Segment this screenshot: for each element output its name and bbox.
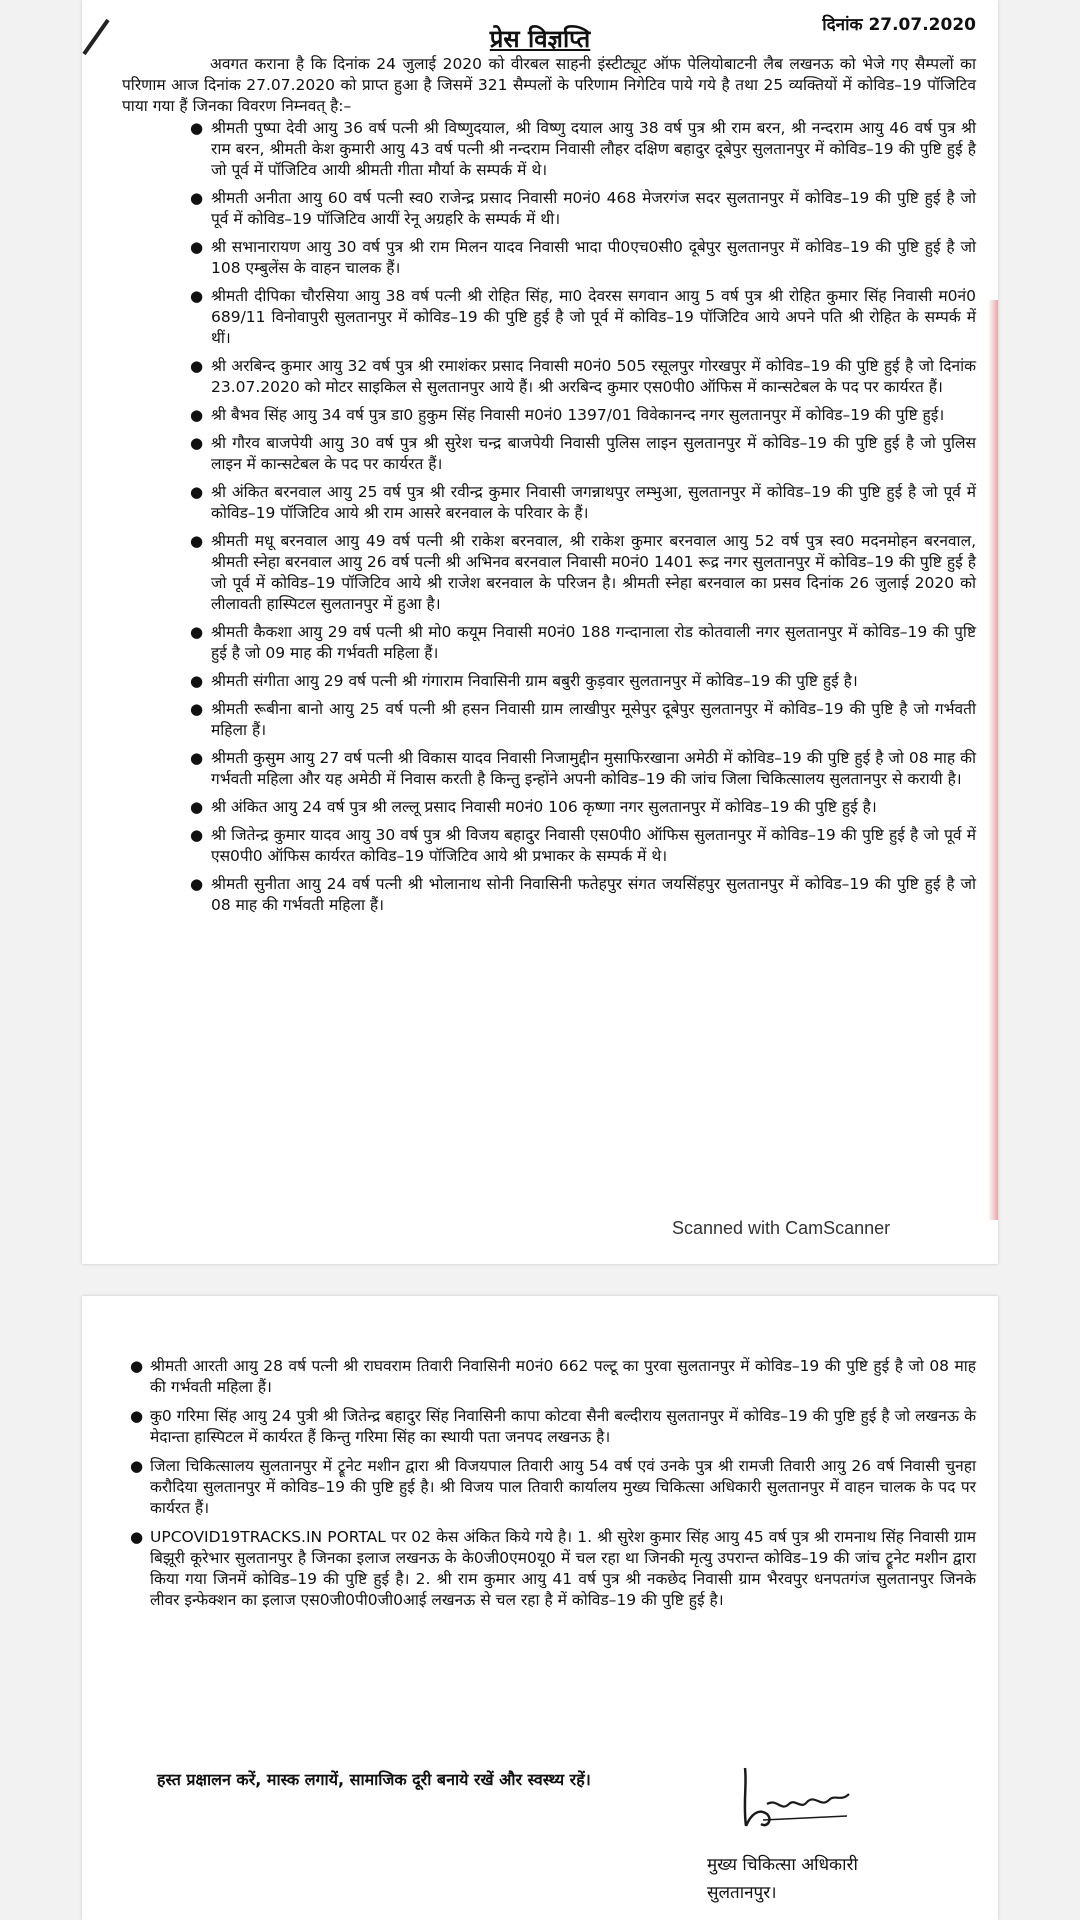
list-item: ● श्री अंकित आयु 24 वर्ष पुत्र श्री लल्लू प्रसाद निवासी म0नं0 106 कृष्णा नगर सुलतानपुर में कोविड–19 की पुष्टि हुई है।: [190, 798, 877, 816]
bullet-icon: ●: [130, 1528, 144, 1546]
list-item: ● श्रीमती सुनीता आयु 24 वर्ष पत्नी श्री भोलानाथ सोनी निवासिनी फतेहपुर संगत जयसिंहपुर सुलतानपुर में कोविड–19 की पुष्टि हुई है जो 08 माह की गर्भवती महिला हैं।: [190, 875, 976, 914]
bullet-icon: ●: [190, 406, 204, 424]
handwritten-signature: [737, 1764, 857, 1844]
list-item: ● श्री अंकित बरनवाल आयु 25 वर्ष पुत्र श्री रवीन्द्र कुमार निवासी जगन्नाथपुर लम्भुआ, सुलतानपुर में कोविड–19 की पुष्टि हुई है जो पूर्व में कोविड–19 पॉजिटिव आये श्री राम आसरे बरनवाल के परिवार के हैं।: [190, 483, 976, 522]
list-item: ● श्रीमती कैकशा आयु 29 वर्ष पत्नी श्री मो0 कयूम निवासी म0नं0 188 गन्दानाला रोड कोतवाली नगर सुलतानपुर में कोविड–19 की पुष्टि हुई है जो 09 माह की गर्भवती महिला हैं।: [190, 623, 976, 662]
bullet-icon: ●: [190, 189, 204, 207]
bullet-icon: ●: [190, 483, 204, 501]
bullet-icon: ●: [190, 623, 204, 641]
bullet-icon: ●: [190, 119, 204, 137]
list-item: ● श्रीमती आरती आयु 28 वर्ष पत्नी श्री राघवराम तिवारी निवासिनी म0नं0 662 पल्टू का पुरवा सुलतानपुर में कोविड–19 की पुष्टि हुई है जो 08 माह की गर्भवती महिला हैं।: [130, 1357, 976, 1396]
list-item: ● कु0 गरिमा सिंह आयु 24 पुत्री श्री जितेन्द्र बहादुर सिंह निवासिनी कापा कोटवा सैनी बल्दीराय सुलतानपुर में कोविड–19 की पुष्टि हुई है जो लखनऊ के मेदान्ता हास्पिटल में कार्यरत हैं किन्तु गरिमा सिंह का स्थायी पता जनपद लखनऊ है।: [130, 1407, 976, 1446]
list-item: ● श्रीमती अनीता आयु 60 वर्ष पत्नी स्व0 राजेन्द्र प्रसाद निवासी म0नं0 468 मेजरगंज सदर सुलतानपुर में कोविड–19 की पुष्टि हुई है जो पूर्व में कोविड–19 पॉजिटिव आयीं रेनू अग्रहरि के सम्पर्क में थी।: [190, 189, 976, 228]
bullet-icon: ●: [190, 672, 204, 690]
scan-page-1: [82, 0, 998, 1264]
bullet-icon: ●: [130, 1457, 144, 1475]
list-item: ● श्रीमती कुसुम आयु 27 वर्ष पत्नी श्री विकास यादव निवासी निजामुद्दीन मुसाफिरखाना अमेठी में कोविड–19 की पुष्टि हुई है जो 08 माह की गर्भवती महिला और यह अमेठी में निवास करती है किन्तु इन्होंने अपनी कोविड–19 की जांच जिला चिकित्सालय सुलतानपुर से करायी है।: [190, 749, 976, 788]
signatory-title: मुख्य चिकित्सा अधिकारी: [707, 1855, 858, 1875]
bullet-icon: ●: [190, 287, 204, 305]
bullet-icon: ●: [190, 700, 204, 718]
bullet-icon: ●: [130, 1407, 144, 1425]
case-list: [122, 118, 976, 923]
scanner-watermark: Scanned with CamScanner: [672, 1218, 891, 1238]
page-title: प्रेस विज्ञप्ति: [489, 25, 591, 53]
bullet-icon: ●: [190, 875, 204, 893]
bullet-icon: ●: [190, 826, 204, 844]
list-item: ● श्रीमती संगीता आयु 29 वर्ष पत्नी श्री गंगाराम निवासिनी ग्राम बबुरी कुड़वार सुलतानपुर में कोविड–19 की पुष्टि हुई है।: [190, 672, 858, 690]
list-item: ● श्री सभानारायण आयु 30 वर्ष पुत्र श्री राम मिलन यादव निवासी भादा पी0एच0सी0 दूबेपुर सुलतानपुर में कोविड–19 की पुष्टि हुई है जो 108 एम्बुलेंस के वाहन चालक हैं।: [190, 238, 976, 277]
signatory-place: सुलतानपुर।: [707, 1883, 777, 1903]
list-item: ● UPCOVID19TRACKS.IN PORTAL पर 02 केस अंकित किये गये है। 1. श्री सुरेश कुमार सिंह आयु 45 वर्ष पुत्र श्री रामनाथ सिंह निवासी ग्राम बिझूरी कूरेभार सुलतानपुर है जिनका इलाज लखनऊ के के0जी0एम0यू0 में चल रहा था जिनकी मृत्यु उपरान्त कोविड–19 की जांच ट्रूनेट मशीन द्वारा किया गया जिनमें कोविड–19 की पुष्टि हुई है। 2. श्री राम कुमार आयु 41 वर्ष पुत्र श्री नकछेद निवासी ग्राम भैरवपुर धनपतगंज सुलतानपुर जिनके लीवर इन्फेक्शन का इलाज एस0जी0पी0जी0आई लखनऊ से चल रहा है में कोविड–19 की पुष्टि हुई है।: [130, 1528, 976, 1609]
list-item: ● श्री जितेन्द्र कुमार यादव आयु 30 वर्ष पुत्र श्री विजय बहादुर निवासी एस0पी0 ऑफिस सुलतानपुर में कोविड–19 की पुष्टि हुई है जो पूर्व में एस0पी0 ऑफिस कार्यरत कोविड–19 पॉजिटिव आये श्री प्रभाकर के सम्पर्क में थे।: [190, 826, 976, 865]
scan-edge-shadow: [988, 300, 998, 1220]
bullet-icon: ●: [190, 434, 204, 452]
list-item: ● श्रीमती मधू बरनवाल आयु 49 वर्ष पत्नी श्री राकेश बरनवाल, श्री राकेश कुमार बरनवाल आयु 52 वर्ष पुत्र स्व0 मदनमोहन बरनवाल, श्रीमती स्नेहा बरनवाल आयु 26 वर्ष पत्नी श्री अभिनव बरनवाल निवासी म0नं0 1401 रूद्र नगर सुलतानपुर में कोविड–19 की पुष्टि हुई है जो पूर्व में कोविड–19 पॉजिटिव आये श्री राजेश बरनवाल के परिजन है। श्रीमती स्नेहा बरनवाल का प्रसव दिनांक 26 जुलाई 2020 को लीलावती हास्पिटल सुलतानपुर में हुआ है।: [190, 532, 976, 613]
list-item: ● श्रीमती रूबीना बानो आयु 25 वर्ष पत्नी श्री हसन निवासी ग्राम लाखीपुर मूसेपुर दूबेपुर सुलतानपुर में कोविड–19 की पुष्टि है जो गर्भवती महिला हैं।: [190, 700, 976, 739]
bullet-icon: ●: [190, 238, 204, 256]
list-item: ● श्रीमती दीपिका चौरसिया आयु 38 वर्ष पत्नी श्री रोहित सिंह, मा0 देवरस सगवान आयु 5 वर्ष पुत्र श्री रोहित कुमार सिंह निवासी म0नं0 689/11 विनोवापुरी सुलतानपुर में कोविड–19 की पुष्टि हुई है जो पूर्व में कोविड–19 पॉजिटिव आये अपने पति श्री रोहित के सम्पर्क में थीं।: [190, 287, 976, 347]
list-item: ● श्री गौरव बाजपेयी आयु 30 वर्ष पुत्र श्री सुरेश चन्द्र बाजपेयी निवासी पुलिस लाइन सुलतानपुर में कोविड–19 की पुष्टि हुई है जो पुलिस लाइन में कान्सटेबल के पद पर कार्यरत हैं।: [190, 434, 976, 473]
list-item: ● जिला चिकित्सालय सुलतानपुर में ट्रूनेट मशीन द्वारा श्री विजयपाल तिवारी आयु 54 वर्ष एवं उनके पुत्र श्री रामजी तिवारी आयु 26 वर्ष निवासी चुनहा करौदिया सुलतानपुर में कोविड–19 की पुष्टि हुई है। श्री विजय पाल तिवारी कार्यालय मुख्य चिकित्सा अधिकारी सुलतानपुर में वाहन चालक के पद पर कार्यरत हैं।: [130, 1457, 976, 1517]
list-item: ● श्री बैभव सिंह आयु 34 वर्ष पुत्र डा0 हुकुम सिंह निवासी म0नं0 1397/01 विवेकानन्द नगर सुलतानपुर में कोविड–19 की पुष्टि हुई।: [190, 406, 945, 424]
list-item: ● श्री अरबिन्द कुमार आयु 32 वर्ष पुत्र श्री रमाशंकर प्रसाद निवासी म0नं0 505 रसूलपुर गोरखपुर में कोविड–19 की पुष्टि हुई है जो दिनांक 23.07.2020 को मोटर साइकिल से सुलतानपुर आये हैं। श्री अरबिन्द कुमार एस0पी0 ऑफिस में कान्सटेबल के पद पर कार्यरत हैं।: [190, 357, 976, 396]
bullet-icon: ●: [190, 532, 204, 550]
bullet-icon: ●: [190, 357, 204, 375]
case-list-continued: [122, 1356, 976, 1619]
intro-paragraph: अवगत कराना है कि दिनांक 24 जुलाई 2020 को वीरबल साहनी इंस्टीट्यूट ऑफ पेलियोबाटनी लैब लखनऊ को भेजे गए सैम्पलों का परिणाम आज दिनांक 27.07.2020 को प्राप्त हुआ है जिसमें 321 सैम्पलों के परिणाम निगेटिव पाये गये है तथा 25 व्यक्तियों में कोविड–19 पॉजिटिव पाया गया हैं जिनका विवरण निम्नवत् है:–: [122, 55, 976, 115]
bullet-icon: ●: [190, 798, 204, 816]
closing-message: हस्त प्रक्षालन करें, मास्क लगायें, सामाजिक दूरी बनाये रखें और स्वस्थ्य रहें।: [157, 1770, 591, 1789]
scan-page-2: [82, 1296, 998, 1920]
bullet-icon: ●: [190, 749, 204, 767]
release-date: दिनांक 27.07.2020: [822, 15, 976, 35]
bullet-icon: ●: [130, 1357, 144, 1375]
list-item: ● श्रीमती पुष्पा देवी आयु 36 वर्ष पत्नी श्री विष्णुदयाल, श्री विष्णु दयाल आयु 38 वर्ष पुत्र श्री राम बरन, श्री नन्दराम आयु 46 वर्ष पुत्र श्री राम बरन, श्रीमती केश कुमारी आयु 43 वर्ष पत्नी श्री नन्दराम निवासी लौहर दक्षिण बहादुर दूबेपुर सुलतानपुर में कोविड–19 की पुष्टि हुई है जो पूर्व में पॉजिटिव आयी श्रीमती गीता मौर्या के सम्पर्क में थे।: [190, 119, 976, 179]
